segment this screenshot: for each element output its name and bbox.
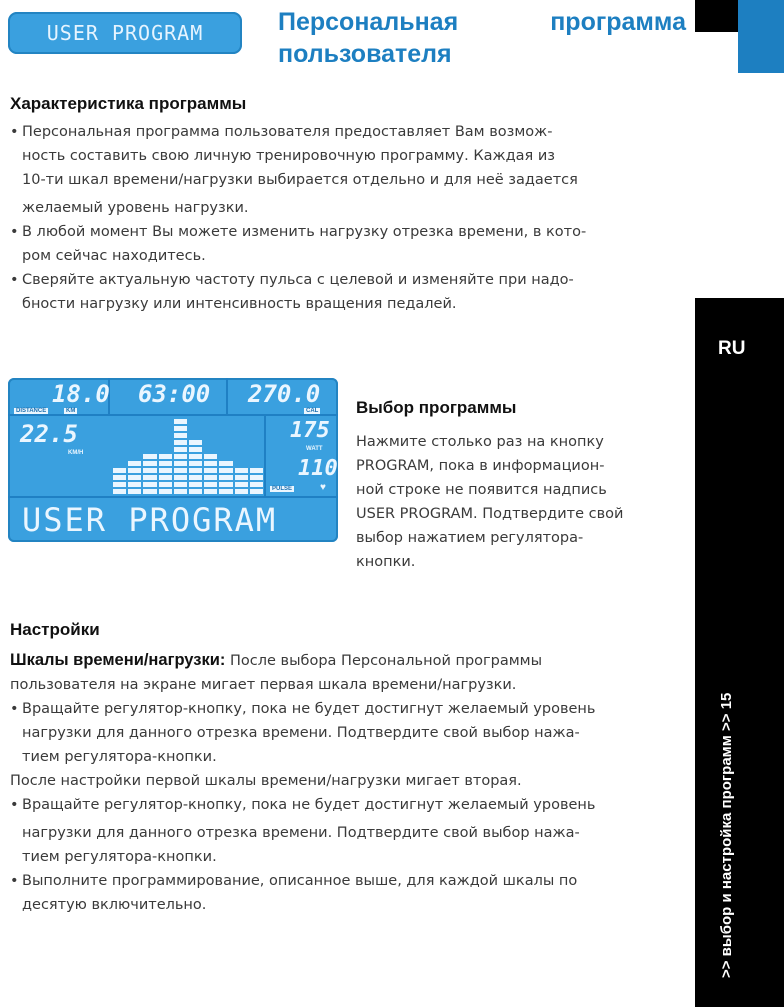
load-bar-segment (219, 482, 232, 487)
text-line: ром сейчас находитесь. (22, 248, 206, 264)
bullet-list (10, 120, 690, 316)
load-bar-segment (143, 489, 156, 494)
side-tab (695, 298, 784, 1007)
load-bar-segment (189, 454, 202, 459)
load-bar-segment (174, 461, 187, 466)
corner-blue-block (738, 0, 784, 73)
watt-label: WATT (306, 446, 323, 452)
load-bar-segment (250, 468, 263, 473)
selection-text (356, 430, 686, 574)
text-line: желаемый уровень нагрузки. (22, 200, 249, 216)
load-bar-segment (219, 475, 232, 480)
load-bar-segment (128, 489, 141, 494)
load-bar-segment (113, 489, 126, 494)
load-bar-segment (189, 447, 202, 452)
text-line: • Сверяйте актуальную частоту пульса с целевой и изменяйте при надо- (22, 272, 574, 288)
text-line: • Выполните программирование, описанное выше, для каждой шкалы по (22, 873, 578, 889)
load-bar-segment (235, 489, 248, 494)
load-bar-segment (235, 468, 248, 473)
load-bar-segment (219, 468, 232, 473)
page-title (278, 6, 686, 70)
distance-value: 18.0 (52, 380, 110, 408)
program-name-display: USER PROGRAM (22, 501, 278, 539)
load-bar-segment (235, 475, 248, 480)
text-line: ность составить свою личную тренировочную программу. Каждая из (22, 148, 555, 164)
pulse-value: 110 (298, 456, 338, 481)
text-line: Нажмите столько раз на кнопку (356, 434, 604, 450)
load-profile-chart (112, 418, 264, 494)
load-bar-segment (250, 482, 263, 487)
corner-black-block (695, 0, 738, 32)
speed-value: 22.5 (20, 420, 78, 448)
load-bar-segment (128, 461, 141, 466)
watt-value: 175 (290, 418, 330, 443)
settings-section (10, 620, 690, 917)
load-bar-segment (113, 468, 126, 473)
load-bar-segment (204, 489, 217, 494)
load-bar-segment (143, 482, 156, 487)
text-line: пользователя на экране мигает первая шкала времени/нагрузки. (10, 677, 517, 693)
load-bar-segment (159, 482, 172, 487)
load-bar-segment (174, 468, 187, 473)
text-line: нагрузки для данного отрезка времени. Подтвердите свой выбор нажа- (22, 825, 580, 841)
distance-label: DISTANCE (16, 408, 47, 414)
section-heading: Характеристика программы (10, 94, 247, 113)
load-bar-segment (174, 419, 187, 424)
load-bar-segment (235, 482, 248, 487)
load-bar-segment (189, 475, 202, 480)
text-line: тием регулятора-кнопки. (22, 749, 217, 765)
language-label: RU (718, 338, 746, 359)
load-bar-segment (250, 475, 263, 480)
section-heading: Настройки (10, 620, 100, 639)
load-bar-segment (128, 468, 141, 473)
load-bar-segment (174, 482, 187, 487)
text-line: кнопки. (356, 554, 416, 570)
title-line-2: пользователя (278, 40, 452, 68)
text-line: USER PROGRAM. Подтвердите свой (356, 506, 624, 522)
cal-label: CAL (306, 408, 319, 414)
lead-text: После выбора Персональной программы (225, 653, 543, 669)
title-word-1: Персональная (278, 8, 459, 36)
load-bar-segment (143, 461, 156, 466)
heart-icon: ♥ (320, 482, 326, 493)
text-line: PROGRAM, пока в информацион- (356, 458, 605, 474)
text-line: • Персональная программа пользователя предоставляет Вам возмож- (22, 124, 553, 140)
side-section-title: >> выбор и настройка программ >> 15 (718, 692, 735, 978)
load-bar-segment (113, 482, 126, 487)
text-line: • В любой момент Вы можете изменить нагрузку отрезка времени, в кото- (22, 224, 587, 240)
load-bar-segment (174, 426, 187, 431)
text-line: тием регулятора-кнопки. (22, 849, 217, 865)
load-bar-segment (204, 454, 217, 459)
title-word-2: программа (550, 8, 686, 36)
load-bar-segment (219, 461, 232, 466)
text-line: десятую включительно. (22, 897, 207, 913)
text-line: выбор нажатием регулятора- (356, 530, 584, 546)
load-bar-segment (174, 447, 187, 452)
load-bar-segment (113, 475, 126, 480)
list-item (10, 869, 690, 917)
load-bar-segment (128, 482, 141, 487)
load-bar-segment (174, 475, 187, 480)
lead-bold: Шкалы времени/нагрузки: (10, 651, 226, 669)
load-bar-segment (204, 468, 217, 473)
load-bar-segment (159, 468, 172, 473)
load-bar-segment (204, 461, 217, 466)
kmh-label: KM/H (68, 450, 84, 456)
text-line: • Вращайте регулятор-кнопку, пока не будет достигнут желаемый уровень (22, 701, 596, 717)
program-characteristics (10, 94, 690, 316)
load-bar-segment (189, 489, 202, 494)
km-label: KM (66, 408, 76, 414)
list-item (10, 793, 690, 869)
load-bar-segment (189, 482, 202, 487)
load-bar-segment (174, 454, 187, 459)
list-item (10, 120, 690, 220)
load-bar-segment (174, 433, 187, 438)
text-line: 10-ти шкал времени/нагрузки выбирается отдельно и для неё задается (22, 172, 578, 188)
load-bar-segment (143, 454, 156, 459)
load-bar-segment (174, 489, 187, 494)
load-bar-segment (189, 461, 202, 466)
calories-value: 270.0 (248, 380, 321, 408)
selection-heading: Выбор программы (356, 398, 517, 417)
settings-lead (10, 648, 690, 697)
console-display (8, 378, 338, 542)
time-value: 63:00 (138, 380, 211, 408)
text-line: бности нагрузку или интенсивность вращения педалей. (22, 296, 457, 312)
text-line: ной строке не появится надпись (356, 482, 607, 498)
program-badge: USER PROGRAM (8, 12, 242, 54)
text-line: • Вращайте регулятор-кнопку, пока не будет достигнут желаемый уровень (22, 797, 596, 813)
pulse-label: PULSE (272, 486, 293, 492)
settings-middle: После настройки первой шкалы времени/нагрузки мигает вторая. (10, 773, 522, 789)
load-bar-segment (174, 440, 187, 445)
load-bar-segment (159, 489, 172, 494)
text-line: нагрузки для данного отрезка времени. Подтвердите свой выбор нажа- (22, 725, 580, 741)
list-item (10, 268, 690, 316)
load-bar-segment (204, 482, 217, 487)
load-bar-segment (189, 468, 202, 473)
load-bar-segment (159, 461, 172, 466)
load-bar-segment (219, 489, 232, 494)
load-bar-segment (250, 489, 263, 494)
list-item (10, 697, 690, 769)
load-bar-segment (143, 475, 156, 480)
load-bar-segment (159, 475, 172, 480)
load-bar-segment (159, 454, 172, 459)
load-bar-segment (204, 475, 217, 480)
list-item (10, 220, 690, 268)
load-bar-segment (128, 475, 141, 480)
load-bar-segment (143, 468, 156, 473)
load-bar-segment (189, 440, 202, 445)
